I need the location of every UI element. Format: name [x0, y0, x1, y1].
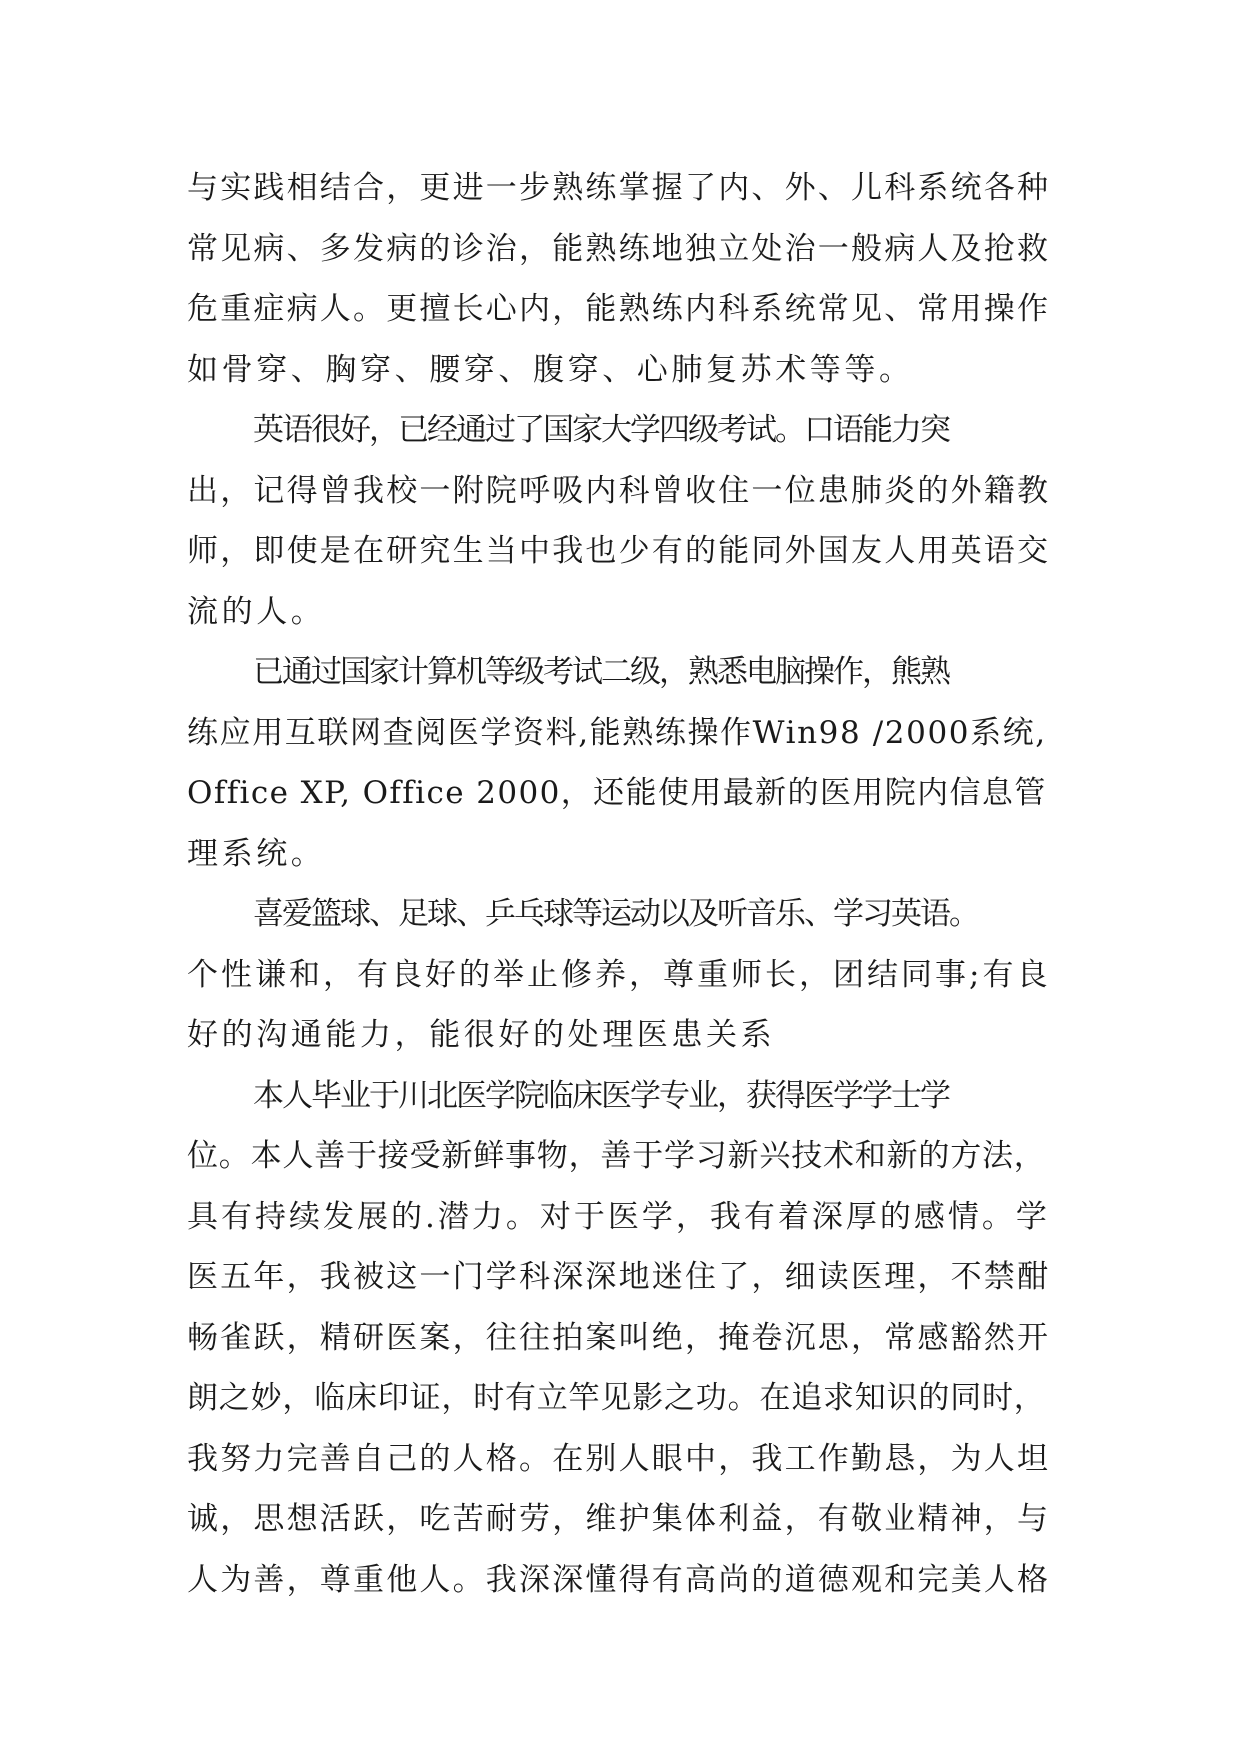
text-line: 英语很好，已经通过了国家大学四级考试。口语能力突 — [253, 412, 949, 448]
paragraph-medical-skills — [187, 158, 1049, 400]
text-line: 流的人。 — [187, 593, 326, 630]
text-line: 具有持续发展的.潜力。对于医学，我有着深厚的感情。学 — [187, 1198, 1050, 1235]
text-line: 与实践相结合，更进一步熟练掌握了内、外、儿科系统各种 — [187, 170, 1051, 206]
text-line: 朗之妙，临床印证，时有立竿见影之功。在追求知识的同时， — [187, 1380, 1046, 1416]
text-line: 我努力完善自己的人格。在别人眼中，我工作勤恳，为人坦 — [187, 1440, 1051, 1477]
paragraph-english-skills — [187, 400, 1049, 642]
text-line: Office XP, Office 2000，还能使用最新的医用院内信息管 — [187, 775, 1047, 811]
text-line: 危重症病人。更擅长心内，能熟练内科系统常见、常用操作 — [187, 291, 1051, 327]
text-line: 练应用互联网查阅医学资料,能熟练操作Win98 /2000系统, — [187, 714, 1047, 751]
paragraph-computer-skills — [187, 642, 1049, 884]
text-line: 诚，思想活跃，吃苦耐劳，维护集体利益，有敬业精神，与 — [187, 1501, 1051, 1537]
text-line: 喜爱篮球、足球、乒乓球等运动以及听音乐、学习英语。 — [253, 896, 978, 932]
paragraph-hobbies — [187, 884, 1049, 1066]
text-line: 位。本人善于接受新鲜事物，善于学习新兴技术和新的方法， — [187, 1138, 1046, 1174]
text-line: 师，即使是在研究生当中我也少有的能同外国友人用英语交 — [187, 533, 1051, 569]
text-line: 医五年，我被这一门学科深深地迷住了，细读医理，不禁酣 — [187, 1259, 1051, 1295]
document-page — [187, 158, 1049, 1610]
text-line: 人为善，尊重他人。我深深懂得有高尚的道德观和完美人格 — [187, 1561, 1051, 1598]
text-line: 本人毕业于川北医学院临床医学专业，获得医学学士学 — [253, 1077, 949, 1114]
text-line: 理系统。 — [187, 835, 326, 872]
text-line: 常见病、多发病的诊治，能熟练地独立处治一般病人及抢救 — [187, 230, 1051, 267]
text-line: 如骨穿、胸穿、腰穿、腹穿、心肺复苏术等等。 — [187, 351, 914, 388]
text-line: 出，记得曾我校一附院呼吸内科曾收住一位患肺炎的外籍教 — [187, 472, 1051, 509]
text-line: 好的沟通能力，能很好的处理医患关系 — [187, 1017, 776, 1053]
text-line: 已通过国家计算机等级考试二级，熟悉电脑操作，熊熟 — [253, 654, 949, 690]
paragraph-self-evaluation — [187, 1066, 1049, 1611]
text-line: 个性谦和，有良好的举止修养，尊重师长，团结同事;有良 — [187, 956, 1051, 993]
text-line: 畅雀跃，精研医案，往往拍案叫绝，掩卷沉思，常感豁然开 — [187, 1319, 1051, 1356]
